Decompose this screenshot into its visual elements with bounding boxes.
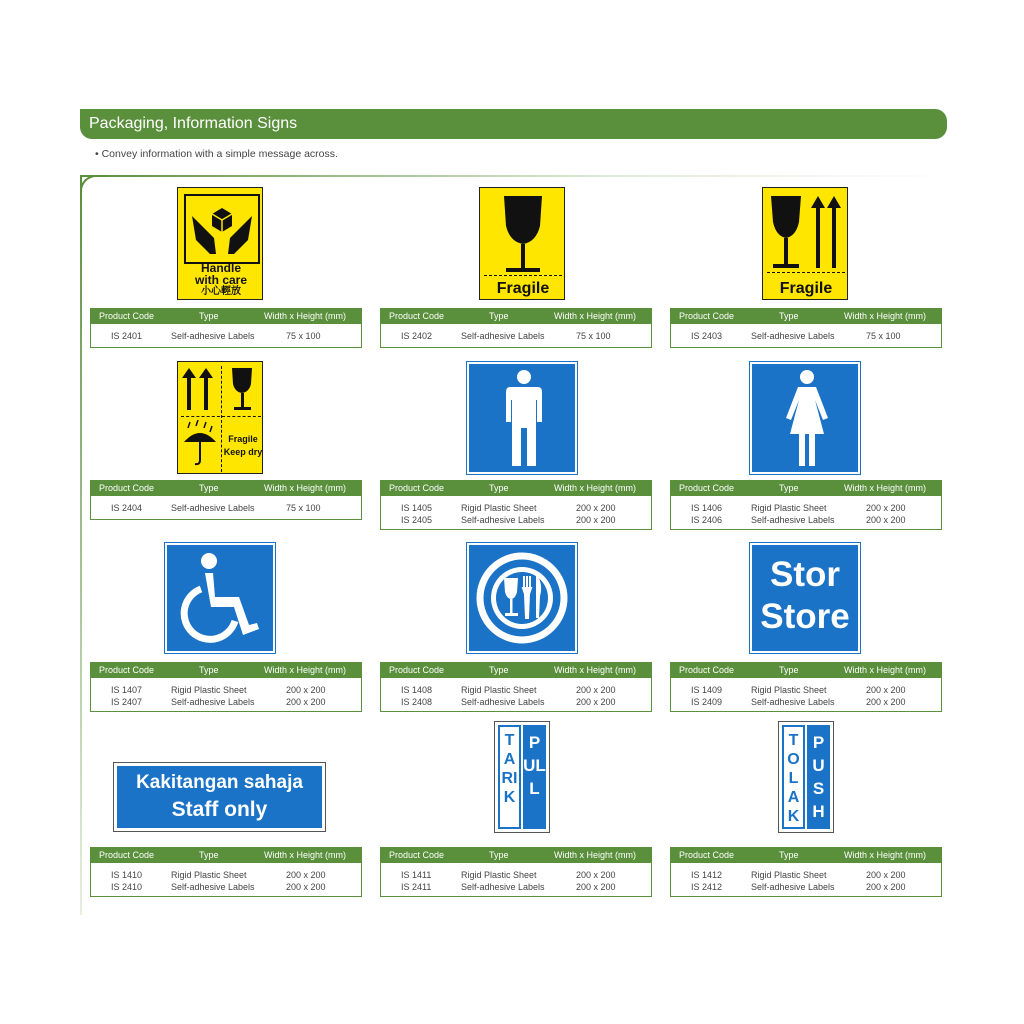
table-row [381,330,651,342]
product-size: 200 x 200 [576,697,616,707]
wine-glass-icon [230,368,254,417]
pull-door-sign [494,721,550,833]
col-type: Type [489,850,509,860]
product-type: Self-adhesive Labels [751,882,835,892]
staff-only-sign [113,762,326,832]
up-arrows-icon [811,196,841,277]
product-code: IS 2402 [401,331,433,341]
spec-table-header [91,663,361,678]
table-row [91,684,361,696]
push-panel [807,725,830,829]
women-toilet-sign [750,362,860,474]
table-row [381,514,651,526]
spec-table [90,308,362,348]
table-row [671,869,941,881]
product-code: IS 1405 [401,503,433,513]
table-row [381,502,651,514]
cut-line [484,275,562,276]
table-row [671,514,941,526]
spec-table-header [91,848,361,863]
col-product-code: Product Code [99,850,155,860]
umbrella-rain-icon [182,420,218,473]
product-size: 200 x 200 [576,515,616,525]
spec-table-header [671,309,941,324]
spec-table-header [91,309,361,324]
product-type: Self-adhesive Labels [751,515,835,525]
table-row [91,696,361,708]
product-code: IS 1411 [401,870,432,880]
product-code: IS 2404 [111,503,143,513]
section-header [80,109,947,139]
col-size: Width x Height (mm) [844,483,927,493]
spec-table-header [671,481,941,496]
table-row [671,684,941,696]
product-type: Rigid Plastic Sheet [461,685,537,695]
product-size: 200 x 200 [286,697,326,707]
product-type: Self-adhesive Labels [171,331,255,341]
restaurant-icon [476,552,568,649]
col-type: Type [199,483,219,493]
col-size: Width x Height (mm) [264,483,347,493]
table-row [91,869,361,881]
table-row [671,881,941,893]
col-type: Type [199,665,219,675]
col-type: Type [199,311,219,321]
frame-left-rule [80,175,82,915]
frame-top-rule [80,175,950,177]
product-code: IS 1406 [691,503,723,513]
cut-line [767,272,845,273]
col-product-code: Product Code [679,850,735,860]
sign-text-line-1: Fragile [228,434,258,444]
product-size: 200 x 200 [866,882,906,892]
table-row [671,330,941,342]
frame-corner [80,175,106,201]
col-type: Type [779,665,799,675]
spec-table [670,480,942,530]
spec-table [380,847,652,897]
table-row [381,684,651,696]
store-sign [750,543,860,653]
table-row [381,881,651,893]
product-size: 200 x 200 [866,515,906,525]
tarik-panel [498,725,521,829]
sign-text-line-2: Keep dry [223,447,263,457]
col-product-code: Product Code [99,311,155,321]
product-code: IS 2405 [401,515,433,525]
col-size: Width x Height (mm) [554,850,637,860]
product-code: IS 2408 [401,697,433,707]
sign-text-line-2: Staff only [171,798,268,821]
col-type: Type [489,311,509,321]
product-code: IS 2409 [691,697,723,707]
section-title: Packaging, Information Signs [89,115,298,132]
wheelchair-icon [179,551,265,652]
col-size: Width x Height (mm) [844,311,927,321]
col-size: Width x Height (mm) [554,665,637,675]
product-code: IS 2406 [691,515,723,525]
col-size: Width x Height (mm) [844,850,927,860]
col-product-code: Product Code [679,483,735,493]
product-size: 75 x 100 [866,331,901,341]
spec-table-header [381,848,651,863]
sign-text-line-2: with care [194,273,248,287]
men-toilet-sign [467,362,577,474]
col-product-code: Product Code [389,850,445,860]
sign-text-line-3: 小心輕放 [201,286,241,297]
product-type: Rigid Plastic Sheet [751,503,827,513]
sign-text-tolak: TOLAK [787,732,800,825]
product-code: IS 1412 [691,870,723,880]
wine-glass-icon [500,196,546,281]
sign-text-line-1: Handle [200,261,241,275]
product-code: IS 1410 [111,870,143,880]
handle-with-care-sign [177,187,263,300]
spec-table [90,662,362,712]
product-code: IS 2403 [691,331,723,341]
col-product-code: Product Code [679,665,735,675]
product-size: 200 x 200 [866,870,906,880]
col-type: Type [199,850,219,860]
table-row [381,869,651,881]
sign-text-push: PUSH [812,733,825,821]
sign-text-line-2: Store [760,597,850,636]
col-type: Type [779,850,799,860]
sign-text-line-1: Kakitangan sahaja [136,772,303,793]
col-size: Width x Height (mm) [554,311,637,321]
col-size: Width x Height (mm) [264,311,347,321]
col-product-code: Product Code [389,483,445,493]
product-size: 75 x 100 [286,331,321,341]
product-type: Rigid Plastic Sheet [751,870,827,880]
sign-text-pull: PULL [523,733,546,798]
product-type: Rigid Plastic Sheet [171,870,247,880]
col-size: Width x Height (mm) [264,665,347,675]
up-arrows-icon [182,368,214,417]
product-type: Self-adhesive Labels [171,503,255,513]
product-code: IS 1408 [401,685,433,695]
product-size: 75 x 100 [576,331,611,341]
woman-icon [780,370,834,473]
sign-text-line-1: Stor [770,555,840,594]
sign-text: Fragile [779,280,833,297]
col-type: Type [779,483,799,493]
col-size: Width x Height (mm) [844,665,927,675]
col-type: Type [489,483,509,493]
spec-table [670,308,942,348]
product-code: IS 2411 [401,882,432,892]
table-row [671,502,941,514]
product-size: 200 x 200 [576,685,616,695]
tolak-panel [782,725,805,829]
spec-table-header [671,848,941,863]
spec-table [670,847,942,897]
table-row [91,330,361,342]
col-product-code: Product Code [389,311,445,321]
product-type: Self-adhesive Labels [461,515,545,525]
product-size: 200 x 200 [286,882,326,892]
col-product-code: Product Code [99,665,155,675]
product-type: Self-adhesive Labels [171,882,255,892]
table-row [91,502,361,514]
product-code: IS 2410 [111,882,143,892]
spec-table-header [381,481,651,496]
spec-table-header [381,309,651,324]
product-type: Self-adhesive Labels [461,882,545,892]
section-subtitle: • Convey information with a simple message across. [95,148,338,160]
product-type: Self-adhesive Labels [461,331,545,341]
spec-table [380,662,652,712]
product-code: IS 1407 [111,685,143,695]
product-type: Rigid Plastic Sheet [171,685,247,695]
table-row [91,881,361,893]
pull-panel [523,725,546,829]
sign-text: Fragile [496,280,550,297]
product-code: IS 2401 [111,331,143,341]
fragile-arrows-sign [762,187,848,300]
fragile-sign [479,187,565,300]
product-code: IS 2407 [111,697,143,707]
product-size: 200 x 200 [576,882,616,892]
product-code: IS 2412 [691,882,723,892]
push-door-sign [778,721,834,833]
spec-table-header [91,481,361,496]
product-type: Self-adhesive Labels [171,697,255,707]
product-type: Self-adhesive Labels [461,697,545,707]
col-size: Width x Height (mm) [264,850,347,860]
col-type: Type [489,665,509,675]
product-size: 200 x 200 [866,685,906,695]
product-type: Self-adhesive Labels [751,697,835,707]
product-size: 200 x 200 [286,870,326,880]
restaurant-sign [467,543,577,653]
product-size: 200 x 200 [286,685,326,695]
spec-table [90,847,362,897]
product-type: Rigid Plastic Sheet [461,503,537,513]
product-type: Rigid Plastic Sheet [751,685,827,695]
table-row [671,696,941,708]
product-size: 200 x 200 [576,503,616,513]
table-row [381,696,651,708]
col-product-code: Product Code [679,311,735,321]
wine-glass-icon [769,196,803,277]
product-size: 200 x 200 [576,870,616,880]
fragile-keep-dry-sign [177,361,263,474]
product-type: Self-adhesive Labels [751,331,835,341]
col-product-code: Product Code [389,665,445,675]
product-size: 200 x 200 [866,503,906,513]
spec-table-header [671,663,941,678]
product-size: 75 x 100 [286,503,321,513]
spec-table [380,480,652,530]
product-size: 200 x 200 [866,697,906,707]
spec-table-header [381,663,651,678]
spec-table [670,662,942,712]
product-type: Rigid Plastic Sheet [461,870,537,880]
man-icon [502,370,546,473]
disabled-access-sign [165,543,275,653]
product-code: IS 1409 [691,685,723,695]
col-size: Width x Height (mm) [554,483,637,493]
spec-table [380,308,652,348]
spec-table [90,480,362,520]
handle-with-care-icon [184,194,260,264]
sign-text-tarik: TARIK [501,732,518,806]
col-product-code: Product Code [99,483,155,493]
col-type: Type [779,311,799,321]
